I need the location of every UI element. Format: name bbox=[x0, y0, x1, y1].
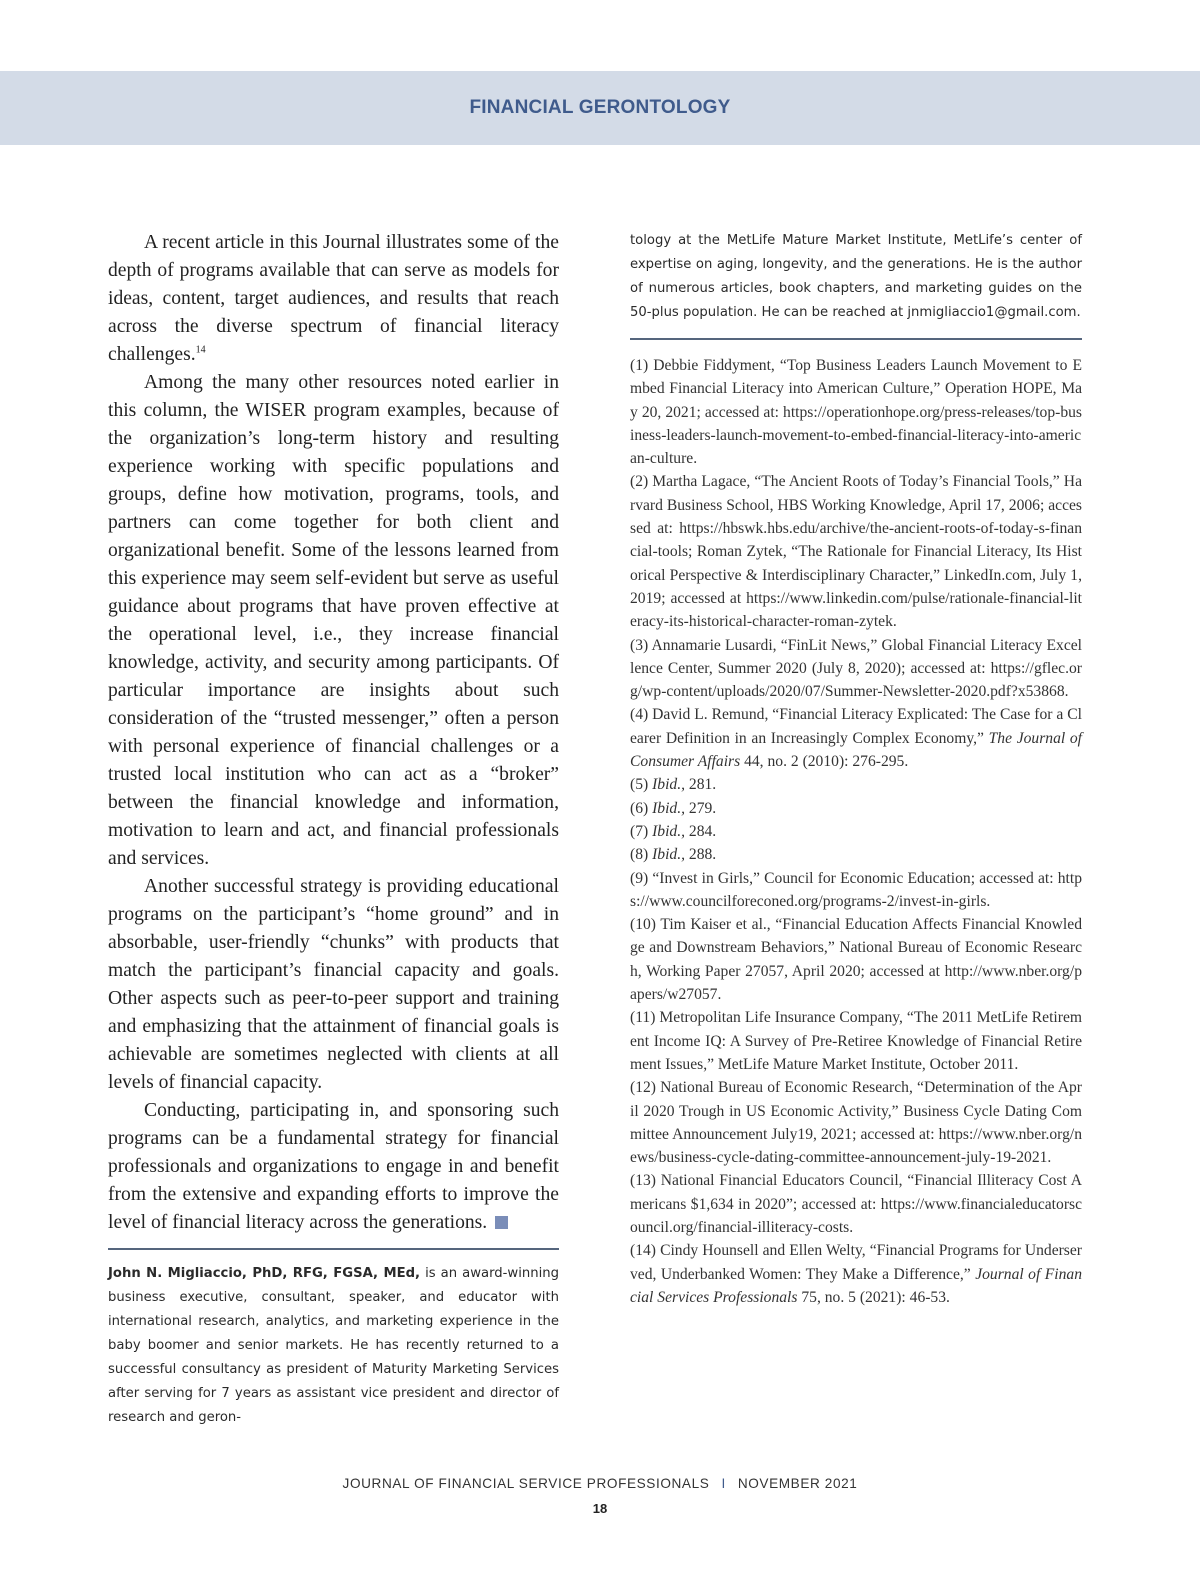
endnote-number: (4) bbox=[630, 706, 649, 724]
author-name: John N. Migliaccio, PhD, RFG, FGSA, MEd, bbox=[108, 1266, 421, 1281]
divider bbox=[630, 338, 1082, 340]
endnote-item bbox=[630, 1169, 1082, 1239]
endnote-number: (2) bbox=[630, 473, 649, 491]
endnote-text: 284. bbox=[685, 822, 717, 840]
endnote-italic-title: Journal of Financial Services Professionals bbox=[630, 1265, 1082, 1306]
right-column bbox=[630, 229, 1082, 1309]
endnote-item bbox=[630, 1006, 1082, 1076]
endnote-text: 288. bbox=[685, 846, 717, 864]
endnote-number: (13) bbox=[630, 1172, 656, 1190]
endnote-item bbox=[630, 867, 1082, 914]
journal-name: JOURNAL OF FINANCIAL SERVICE PROFESSIONALS bbox=[342, 1476, 710, 1491]
article-paragraph: Another successful strategy is providing educational programs on the participant’s “home ground” and in absorbable, user-friendly “chunks” with products that match the participant’s financial capacity and goals. Other aspects such as peer-to-peer support and training and emphasizing that the attainment of financial goals is achievable are sometimes neglected with clients at all levels of financial capacity. bbox=[108, 876, 559, 1093]
page-footer bbox=[0, 1476, 1200, 1491]
endnote-italic-title: Ibid., bbox=[652, 799, 686, 817]
footer-separator: I bbox=[721, 1476, 726, 1491]
endnote-text: “Invest in Girls,” Council for Economic Education; accessed at: https://www.councilforeconed.org/programs-2/invest-in-girls. bbox=[630, 869, 1082, 910]
end-of-article-square-icon bbox=[495, 1216, 508, 1229]
endnote-number: (9) bbox=[630, 869, 649, 887]
endnote-item bbox=[630, 797, 1082, 820]
left-column bbox=[108, 229, 559, 1430]
endnote-number: (10) bbox=[630, 916, 656, 934]
footnote-ref: 14 bbox=[195, 344, 206, 356]
endnote-italic-title: Ibid., bbox=[652, 846, 686, 864]
endnote-item bbox=[630, 354, 1082, 470]
endnote-item bbox=[630, 820, 1082, 843]
endnote-text: Debbie Fiddyment, “Top Business Leaders Launch Movement to Embed Financial Literacy into American Culture,” Operation HOPE, May 20, 2021; accessed at: https://operationhope.org/press-releases/top-business-leaders-launch-movement-to-embed-financial-literacy-into-american-culture. bbox=[630, 357, 1083, 468]
author-bio-right: tology at the MetLife Mature Market Institute, MetLife’s center of expertise on aging, longevity, and the generations. He is the author of numerous articles, book chapters, and marketing guides on the 50-plus population. He can be reached at jnmigliaccio1@gmail.com. bbox=[630, 233, 1082, 320]
endnote-number: (14) bbox=[630, 1242, 656, 1260]
endnote-text: Martha Lagace, “The Ancient Roots of Today’s Financial Tools,” Harvard Business School, HBS Working Knowledge, April 17, 2006; accessed at: https://hbswk.hbs.edu/archive/the-ancient-roots-of-today-s-financial-tools; Roman Zytek, “The Rationale for Financial Literacy, Its Historical Perspective & Interdisciplinary Character,” LinkedIn.com, July 1, 2019; accessed at https://www.linkedin.com/pulse/rationale-financial-literacy-its-historical-character-roman-zytek. bbox=[630, 473, 1082, 631]
endnote-text: David L. Remund, “Financial Literacy Explicated: The Case for a Clearer Definition in an Increasingly Complex Economy,” bbox=[630, 706, 1082, 747]
endnote-number: (12) bbox=[630, 1079, 656, 1097]
endnote-item bbox=[630, 1239, 1082, 1309]
endnote-text: Cindy Hounsell and Ellen Welty, “Financial Programs for Underserved, Underbanked Women: They Make a Difference,” bbox=[630, 1242, 1082, 1283]
divider bbox=[108, 1248, 559, 1250]
endnotes-list bbox=[630, 354, 1082, 1309]
endnote-item bbox=[630, 843, 1082, 866]
endnote-text: 279. bbox=[685, 799, 717, 817]
endnote-number: (5) bbox=[630, 776, 649, 794]
endnote-number: (8) bbox=[630, 846, 649, 864]
article-paragraph: Among the many other resources noted earlier in this column, the WISER program examples, because of the organization’s long-term history and resulting experience working with specific populations and groups, define how motivation, programs, tools, and partners can come together for both client and organizational benefit. Some of the lessons learned from this experience may seem self-evident but serve as useful guidance about programs that have proven effective at the operational level, i.e., they increase financial knowledge, activity, and security among participants. Of particular importance are insights about such consideration of the “trusted messenger,” often a person with personal experience of financial challenges or a trusted local institution who can act as a “broker” between the financial knowledge and information, motivation to learn and act, and financial professionals and services. bbox=[108, 372, 559, 869]
endnote-text: National Financial Educators Council, “Financial Illiteracy Cost Americans $1,634 in 2020”; accessed at: https://www.financialeducatorscouncil.org/financial-illiteracy-costs. bbox=[630, 1172, 1082, 1236]
endnote-number: (3) bbox=[630, 636, 649, 654]
endnote-text: Tim Kaiser et al., “Financial Education Affects Financial Knowledge and Downstream Behaviors,” National Bureau of Economic Research, Working Paper 27057, April 2020; accessed at http://www.nber.org/papers/w27057. bbox=[630, 916, 1082, 1004]
endnote-text: 281. bbox=[685, 776, 717, 794]
author-bio-text: is an award-winning business executive, consultant, speaker, and educator with international research, analytics, and marketing experience in the baby boomer and senior markets. He has recently returned to a successful consultancy as president of Maturity Marketing Services after serving for 7 years as assistant vice president and director of research and geron- bbox=[108, 1266, 559, 1425]
endnote-text: Annamarie Lusardi, “FinLit News,” Global Financial Literacy Excellence Center, Summer 2020 (July 8, 2020); accessed at: https://gflec.org/wp-content/uploads/2020/07/Summer-Newsletter-2020.pdf?x53868. bbox=[630, 636, 1082, 701]
endnote-item bbox=[630, 913, 1082, 1006]
issue-date: NOVEMBER 2021 bbox=[737, 1476, 858, 1491]
endnote-number: (7) bbox=[630, 822, 649, 840]
section-title: FINANCIAL GERONTOLOGY bbox=[469, 97, 731, 118]
endnote-italic-title: Ibid., bbox=[652, 822, 686, 840]
article-paragraph bbox=[108, 229, 559, 369]
endnote-text: 75, no. 5 (2021): 46-53. bbox=[797, 1288, 950, 1306]
endnote-item bbox=[630, 703, 1082, 773]
article-paragraph-text: Conducting, participating in, and sponsoring such programs can be a fundamental strategy for financial professionals and organizations to engage in and benefit from the extensive and expanding efforts to improve the level of financial literacy across the generations. bbox=[108, 1100, 559, 1233]
endnote-text: Metropolitan Life Insurance Company, “The 2011 MetLife Retirement Income IQ: A Survey of Pre-Retiree Knowledge of Financial Retirement Issues,” MetLife Mature Market Institute, October 2011. bbox=[630, 1009, 1082, 1073]
article-paragraph-text: A recent article in this Journal illustrates some of the depth of programs available that can serve as models for ideas, content, target audiences, and results that reach across the diverse spectrum of financial literacy challenges. bbox=[108, 232, 559, 365]
page-number: 18 bbox=[592, 1501, 608, 1516]
endnote-item bbox=[630, 634, 1082, 704]
endnote-italic-title: The Journal of Consumer Affairs bbox=[630, 729, 1083, 771]
endnote-text: 44, no. 2 (2010): 276-295. bbox=[740, 753, 909, 771]
endnote-number: (1) bbox=[630, 357, 649, 374]
endnote-text: National Bureau of Economic Research, “Determination of the April 2020 Trough in US Economic Activity,” Business Cycle Dating Committee Announcement July19, 2021; accessed at: https://www.nber.org/news/business-cycle-dating-committee-announcement-july-19-2021. bbox=[630, 1079, 1082, 1167]
article-paragraph bbox=[108, 1097, 559, 1237]
endnote-item bbox=[630, 470, 1082, 633]
endnote-item bbox=[630, 773, 1082, 796]
endnote-item bbox=[630, 1076, 1082, 1169]
section-header-band bbox=[0, 71, 1200, 145]
endnote-number: (6) bbox=[630, 799, 649, 817]
author-bio-left bbox=[108, 1262, 559, 1430]
endnote-italic-title: Ibid., bbox=[652, 776, 686, 794]
endnote-number: (11) bbox=[630, 1009, 656, 1027]
